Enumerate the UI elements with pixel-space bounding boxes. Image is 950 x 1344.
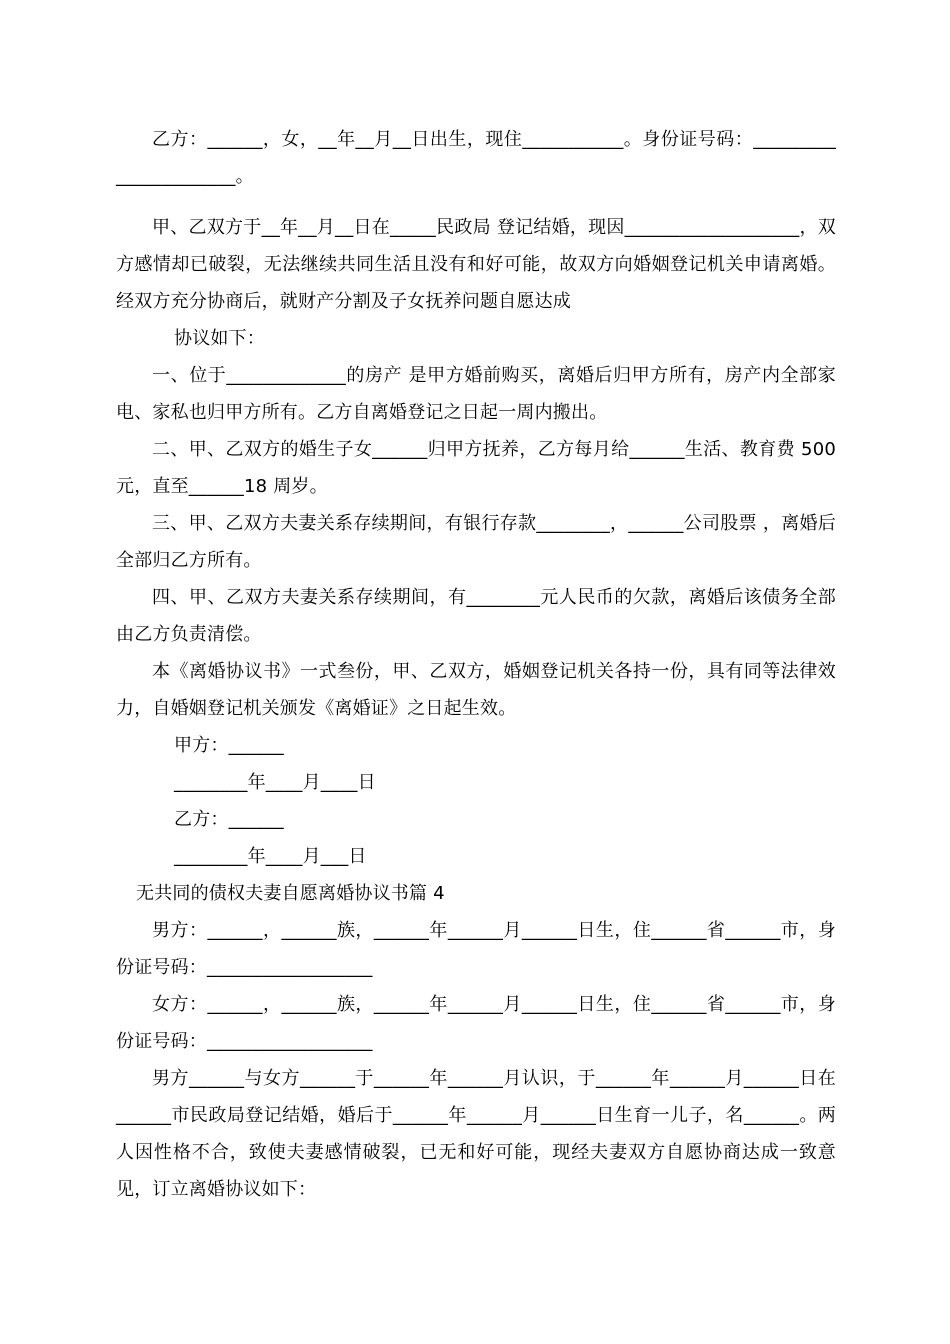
signature-date-b: ________年____月___日 bbox=[174, 846, 367, 867]
paragraph-party-b-info: 乙方：______，女，__年__月__日出生，现住___________。身份证号码：______________________。 bbox=[116, 129, 836, 187]
clause-4-debts: 四、甲、乙双方夫妻关系存续期间，有________元人民币的欠款，离婚后该债务全部由乙方负责清偿。 bbox=[116, 587, 836, 645]
paragraph-marriage-history: 男方______与女方______于______年______月认识，于______年______月______日在______市民政局登记结婚，婚后于______年______月______日生育一儿子，名______。两人因性格不合，致使夫妻感情破裂，已无和好可能，现经夫妻双方自愿协商达成一致意见，订立离婚协议如下： bbox=[116, 1068, 836, 1200]
clause-3-deposits: 三、甲、乙双方夫妻关系存续期间，有银行存款________，______公司股票 ，离婚后全部归乙方所有。 bbox=[116, 513, 836, 571]
document-body bbox=[116, 121, 842, 1208]
signature-party-a: 甲方：______ bbox=[174, 735, 284, 756]
paragraph-marriage-background: 甲、乙双方于__年__月__日在_____民政局 登记结婚，现因___________________，双方感情却已破裂，无法继续共同生活且没有和好可能，故双方向婚姻登记机关申请离婚。经双方充分协商后，就财产分割及子女抚养问题自愿达成 bbox=[116, 217, 836, 312]
signature-date-a: ________年____月____日 bbox=[174, 772, 376, 793]
clause-1-property: 一、位于_____________的房产 是甲方婚前购买，离婚后归甲方所有，房产内全部家电、家私也归甲方所有。乙方自离婚登记之日起一周内搬出。 bbox=[116, 365, 836, 423]
paragraph-female-info: 女方：______，______族，______年______月______日生，住______省______市，身份证号码：__________________ bbox=[116, 994, 836, 1052]
paragraph-agreement-intro: 协议如下： bbox=[174, 328, 265, 349]
signature-party-b: 乙方：______ bbox=[174, 809, 284, 830]
section-heading: 无共同的债权夫妻自愿离婚协议书篇 4 bbox=[136, 883, 445, 904]
clause-2-child-custody: 二、甲、乙双方的婚生子女______归甲方抚养，乙方每月给______生活、教育费 500 元，直至______18 周岁。 bbox=[116, 439, 842, 497]
paragraph-male-info: 男方：______，______族，______年______月______日生，住______省______市，身份证号码：__________________ bbox=[116, 920, 836, 978]
paragraph-copies-validity: 本《离婚协议书》一式叁份，甲、乙双方，婚姻登记机关各持一份，具有同等法律效力，自婚姻登记机关颁发《离婚证》之日起生效。 bbox=[116, 661, 836, 719]
